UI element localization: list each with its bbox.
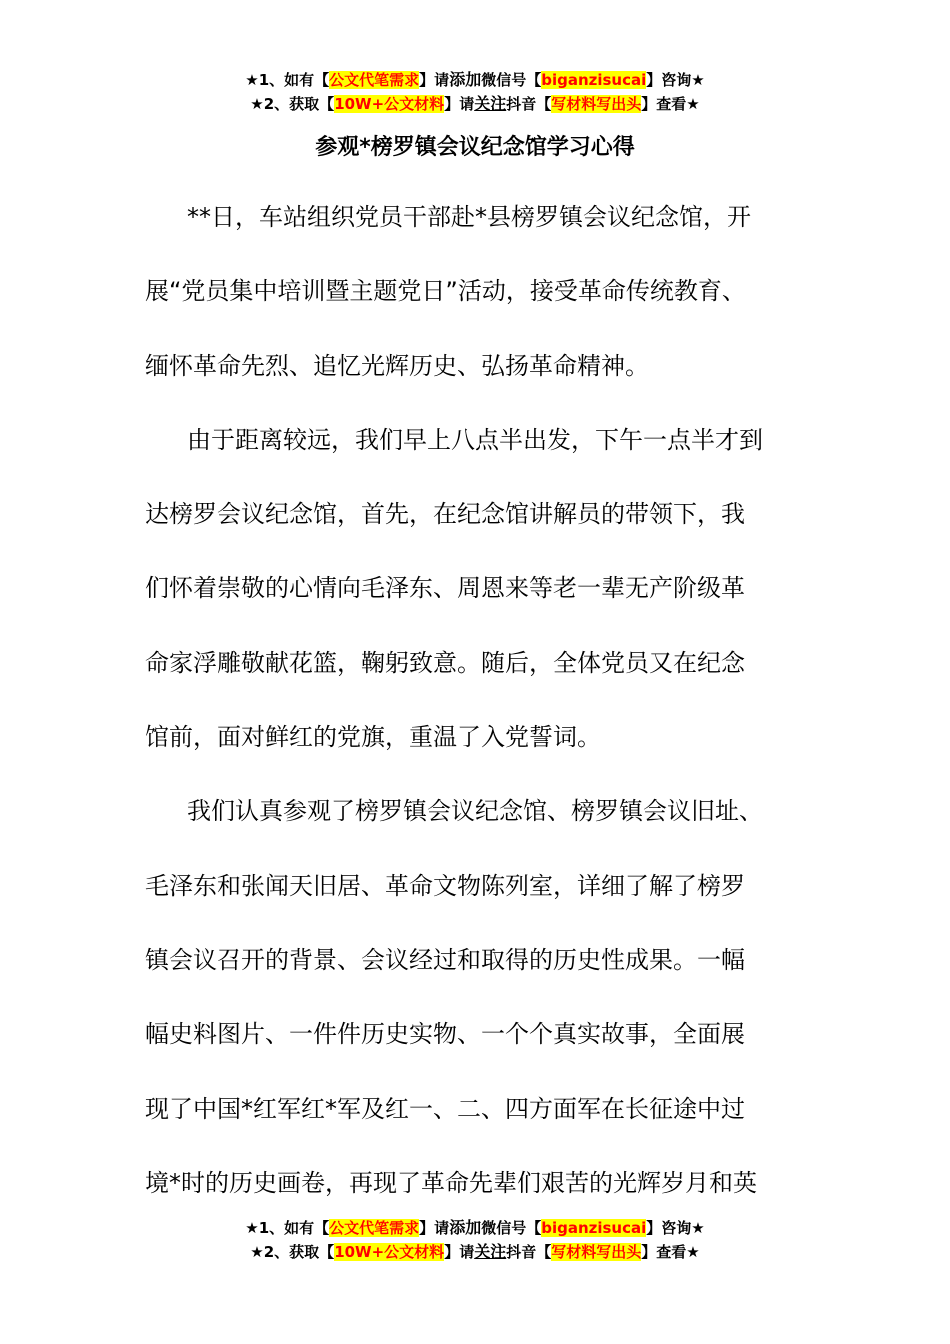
promo-wechat-id: biganzisucai [541,71,647,89]
promo-emphasis: 关注 [474,1242,507,1261]
promo-line-1 [0,68,950,92]
promo-text: 微信号【 [481,71,542,89]
promo-text: 】咨询★ [646,1219,705,1237]
promo-highlight: 公文代笔需求 [329,1219,420,1237]
promo-text: ★2、获取【 [250,1243,335,1261]
footer-promo-banner [0,1216,950,1264]
promo-line-1 [0,1216,950,1240]
promo-emphasis: 添加 [449,70,482,89]
promo-line-2 [0,1240,950,1264]
promo-text: ★1、如有【 [245,71,330,89]
promo-text: 微信号【 [481,1219,542,1237]
paragraph-2-line: 达榜罗会议纪念馆，首先，在纪念馆讲解员的带领下，我 [145,500,745,529]
promo-text: 】请 [419,1219,450,1237]
paragraph-2-line: 由于距离较远，我们早上八点半出发，下午一点半才到 [187,425,763,454]
promo-text: 】请 [419,71,450,89]
promo-text: 】查看★ [641,1243,700,1261]
paragraph-1-line: **日，车站组织党员干部赴*县榜罗镇会议纪念馆，开 [187,203,751,231]
promo-text: 抖音【 [506,1243,552,1261]
paragraph-2-line: 们怀着崇敬的心情向毛泽东、周恩来等老一辈无产阶级革 [145,574,745,603]
promo-line-2 [0,92,950,116]
promo-text: 】咨询★ [646,71,705,89]
paragraph-3-line: 现了中国*红军红*军及红一、二、四方面军在长征途中过 [145,1094,745,1123]
document-body [145,180,805,1220]
promo-wechat-id: biganzisucai [541,1219,647,1237]
promo-highlight: 公文代笔需求 [329,71,420,89]
paragraph-1-line: 缅怀革命先烈、追忆光辉历史、弘扬革命精神。 [145,351,649,380]
promo-emphasis: 添加 [449,1218,482,1237]
promo-douyin-id: 写材料写出头 [551,1243,642,1261]
paragraph-1-line: 展“党员集中培训暨主题党日”活动，接受革命传统教育、 [145,277,746,306]
promo-text: ★1、如有【 [245,1219,330,1237]
paragraph-2-line: 馆前，面对鲜红的党旗，重温了入党誓词。 [145,723,601,752]
promo-text: 】查看★ [641,95,700,113]
promo-text: ★2、获取【 [250,95,335,113]
paragraph-3-line: 境*时的历史画卷，再现了革命先辈们艰苦的光辉岁月和英 [145,1168,757,1197]
document-title: 参观*榜罗镇会议纪念馆学习心得 [315,135,635,160]
promo-text: 】请 [444,95,475,113]
promo-highlight: 10W+公文材料 [334,1243,445,1261]
paragraph-2-line: 命家浮雕敬献花篮，鞠躬致意。随后，全体党员又在纪念 [145,648,745,677]
header-promo-banner [0,68,950,116]
promo-text: 抖音【 [506,95,552,113]
promo-highlight: 10W+公文材料 [334,95,445,113]
promo-douyin-id: 写材料写出头 [551,95,642,113]
paragraph-3-line: 我们认真参观了榜罗镇会议纪念馆、榜罗镇会议旧址、 [187,797,763,826]
paragraph-3-line: 镇会议召开的背景、会议经过和取得的历史性成果。一幅 [145,945,745,974]
paragraph-3-line: 幅史料图片、一件件历史实物、一个个真实故事，全面展 [145,1020,745,1049]
promo-emphasis: 关注 [474,94,507,113]
paragraph-3-line: 毛泽东和张闻天旧居、革命文物陈列室，详细了解了榜罗 [145,871,745,900]
promo-text: 】请 [444,1243,475,1261]
